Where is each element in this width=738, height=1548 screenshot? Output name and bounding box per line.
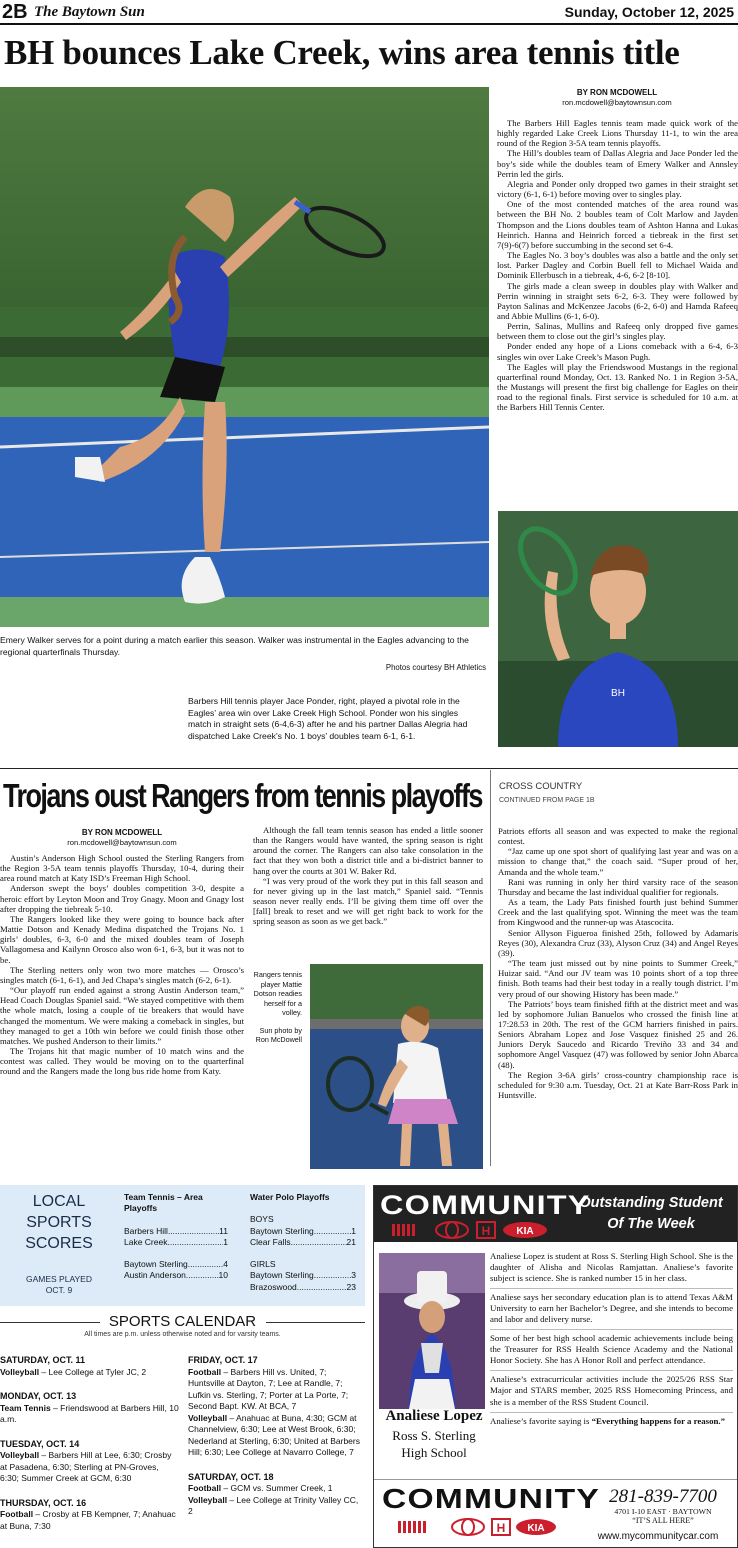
- day-heading: FRIDAY, OCT. 17: [188, 1355, 258, 1365]
- main-photo-credit: Photos courtesy BH Athletics: [385, 663, 486, 672]
- local-scores-title: [0, 1191, 118, 1254]
- sports-calendar-title: SPORTS CALENDAR: [108, 1313, 257, 1330]
- day-heading: SATURDAY, OCT. 11: [0, 1355, 86, 1365]
- calendar-day: [0, 1498, 180, 1533]
- paragraph: Anderson swept the boys’ doubles competition 3-0, despite a heroic effort by Leyton Moon and Troy Gnagy. Moon and Gnagy lost after dropping the tiebreak 5-10.: [0, 883, 244, 914]
- calendar-entry: Football – Crosby at FB Kempner, 7; Anahuac at Buna, 7:30: [0, 1509, 176, 1531]
- trojans-column-1: [0, 853, 244, 1076]
- score-heading: Water Polo Playoffs: [250, 1192, 330, 1202]
- paragraph: The Patriots’ boys team finished fifth at the district meet and was led by sophomore Julian Banuelos who crossed the finish line at 17:28.53 in 20th. The rest of the GCM harriers finished in pairs. Seniors Abraham Lopez and Jose Vasquez finished 25 and 26. Juniors Deryk Saucedo and Ricardo Treviño 33 and 34 and sophomore Angel Vasquez (47) was followed by senior John Abarca (48).: [498, 998, 738, 1070]
- paragraph: The Eagles No. 3 boy’s doubles was also a battle and the only set lost. Parker Dagley and Corbin Buell fell to Michael Waida and Dominik Ellerbusch in a tiebreak, 4-6, 6-2 [8-10].: [497, 250, 738, 281]
- day-heading: THURSDAY, OCT. 16: [0, 1497, 87, 1508]
- paragraph: Rani was running in only her third varsity race of the season Thursday and became the last individual qualifier for regionals.: [498, 876, 738, 897]
- ad-rule: [374, 1479, 737, 1480]
- girls-label: GIRLS: [250, 1259, 276, 1270]
- caption-text: Rangers tennis player Mattie Dotson readies herself for a volley.: [253, 970, 302, 1017]
- paragraph: “I was very proud of the work they put in this fall season and for never giving up in the last match,” Spaniel said. “Tennis season never really ends. I’ll be giving them time off over the [fall] break to reset and we will get right back to work for the spring season as soon as we get back.”: [253, 875, 483, 927]
- calendar-entry: Football – Barbers Hill vs. United, 7; Huntsville at Dayton, 7; Lee at Randle, 7; Lufkin vs. Sterling, 7; Porter at La Porte, 7; Second Bapt. KW. At BCA, 7: [188, 1366, 349, 1411]
- paragraph: Analiese says her secondary education plan is to attend Texas A&M University to earn her Bachelor’s Degree, and she intends to become and labor and delivery nurse.: [490, 1292, 733, 1325]
- paragraph: “The team just missed out by nine points to Summer Creek,” Huizar said. “And our JV team was 10 points short of a top three finish. Both teams had their best today in a really tough district. I’m very proud of our showing History has been made.”: [498, 958, 738, 999]
- dealer-phone[interactable]: 281-839-7700: [609, 1486, 717, 1507]
- calendar-entry: Volleyball – Barbers Hill at Lee, 6:30; Crosby at Pasadena, 6:30; Sterling at PN-Groves, 6:30; Summer Creek at GCM, 6:30: [0, 1450, 172, 1483]
- title-line: LOCAL: [32, 1193, 86, 1210]
- day-heading: MONDAY, OCT. 13: [0, 1391, 77, 1401]
- section-rule: [0, 768, 738, 769]
- header-rule: [0, 23, 738, 25]
- calendar-note: All times are p.m. unless otherwise noted and for varsity teams.: [84, 1331, 281, 1338]
- calendar-entry: Team Tennis – Friendswood at Barbers Hill, 10 a.m.: [0, 1402, 179, 1424]
- car-brand-logos-icon: [392, 1221, 552, 1239]
- svg-text:BH: BH: [611, 688, 625, 699]
- cross-country-label: CROSS COUNTRY: [499, 781, 583, 792]
- calendar-left-column: [0, 1355, 180, 1545]
- paragraph: Senior Allyson Figueroa finished 25th, followed by Adamaris Reyes (30), Alexandra Cruz (33), Alyson Cruz (34) and Angel Reyes (39).: [498, 927, 738, 958]
- headline-line: Of The Week: [607, 1216, 695, 1232]
- mattie-dotson-photo: [310, 964, 483, 1169]
- main-headline: BH bounces Lake Creek, wins area tennis title: [4, 33, 680, 72]
- student-school: [376, 1427, 492, 1461]
- community-logo-footer: COMMUNITY: [382, 1483, 600, 1514]
- trojans-byline: BY RON MCDOWELL: [81, 828, 163, 837]
- day-heading: TUESDAY, OCT. 14: [0, 1438, 80, 1449]
- paragraph: The Eagles will play the Friendswood Mustangs in the regional quarterfinal round Monday, Oct. 13. Ranked No. 1 in Region 3-5A, the Mustangs will present the first big challenge for Eagles on their road to the regional finals. First service is scheduled for 10 a.m. at the Barbers Hill Tennis Center.: [497, 361, 738, 413]
- paragraph: Analiese’s extracurricular activities include the 2025/26 RSS Star Major and STARS member, 2025 RSS Homecoming Princess, and she is a member of the RSS Student Council.: [490, 1374, 733, 1407]
- calendar-day: [188, 1355, 365, 1459]
- svg-text:H: H: [496, 1521, 506, 1535]
- paragraph: The Region 3-6A girls’ cross-country championship race is scheduled for 9:30 a.m. Tuesday, Oct. 21 at Kate Barr-Ross Park in Huntsville.: [498, 1069, 738, 1101]
- paragraph: The Barbers Hill Eagles tennis team made quick work of the highly regarded Lake Creek Lions Thursday 11-1, to win the area round of the Region 3-5A team tennis playoffs.: [497, 118, 738, 149]
- paragraph: “Jaz came up one spot short of qualifying last year and was on a mission to change that,” the coach said. “Super proud of her, Amanda and the whole team.”: [498, 846, 738, 877]
- community-logo: COMMUNITY: [380, 1190, 591, 1220]
- paragraph: Alegria and Ponder only dropped two games in their straight set victory (6-1, 6-1) before moving over to singles play.: [497, 178, 738, 200]
- title-line: SCORES: [25, 1235, 93, 1252]
- water-polo-scores: [250, 1192, 356, 1293]
- trojans-byline-email[interactable]: ron.mcdowell@baytownsun.com: [67, 838, 177, 847]
- played-date: OCT. 9: [45, 1285, 73, 1295]
- paragraph: Ponder ended any hope of a Lions comeback with a 6-4, 6-3 singles win over Lake Creek’s Mason Pugh.: [497, 341, 738, 362]
- outstanding-student-headline: [566, 1193, 736, 1235]
- continued-label: CONTINUED FROM PAGE 1B: [499, 797, 595, 804]
- score-row: Clear Falls ..... 21: [250, 1237, 356, 1248]
- column-rule: [490, 770, 491, 1166]
- calendar-entry: Football – GCM vs. Summer Creek, 1: [188, 1483, 333, 1493]
- calendar-day: [0, 1391, 180, 1426]
- svg-text:H: H: [481, 1224, 491, 1238]
- paragraph: As a team, the Lady Pats finished fourth just behind Summer Creek and the last qualifying spot. Winning the meet was the team from Kingwood and the runner-up was Atascocita.: [498, 897, 738, 928]
- score-row: Baytown Sterling ..... 4: [124, 1259, 228, 1270]
- jace-ponder-photo: [498, 511, 738, 747]
- student-photo: [379, 1253, 485, 1409]
- score-row: Austin Anderson ..... 10: [124, 1270, 228, 1281]
- team-tennis-scores: [124, 1192, 228, 1282]
- paragraph: One of the most contended matches of the area round was between the BH No. 2 boubles team of Colt Marlow and Jayden Thompson and the Lions doubles team of Ashton Hanna and Lukas Heinrich. Hanna and Heinrich forced a tiebreak in the first set 7(9)-6(7) before succumbing in the second set 6-4.: [497, 199, 738, 250]
- ponder-photo-caption: Barbers Hill tennis player Jace Ponder, right, played a pivotal role in the Eagles’ area win over Lake Creek High School. Ponder won his singles match in straight sets (6-4,6-3) after he and his partner Dallas Alegria had dispatched Lake Creek’s No. 1 boys’ doubles team 6-1, 6-1.: [188, 696, 468, 741]
- student-name: Analiese Lopez: [385, 1408, 483, 1424]
- paragraph: The Trojans hit that magic number of 10 match wins and the contest was called. They would be moving on to the quarterfinal round and the Rangers made the long bus ride home from Katy.: [0, 1045, 244, 1077]
- score-row: Brazoswood ..... 23: [250, 1282, 356, 1293]
- trojans-photo-caption: [250, 970, 302, 1045]
- main-photo-caption: Emery Walker serves for a point during a match earlier this season. Walker was instrumental in the Eagles advancing to the regional quarterfinals Thursday.: [0, 635, 469, 657]
- cross-country-body: [498, 826, 738, 1100]
- newspaper-name: The Baytown Sun: [34, 4, 145, 20]
- calendar-day: [188, 1472, 365, 1518]
- dealer-address: 4701 I-10 EAST · BAYTOWN: [614, 1507, 712, 1516]
- score-row: Barbers Hill ..... 11: [124, 1226, 228, 1237]
- paragraph: Analiese Lopez is student at Ross S. Sterling High School. She is the daughter of Alisha and Nicolas Ramjattan. Analiese’s favorite subject is science. She is ranked number 15 in her class.: [490, 1251, 733, 1284]
- calendar-entry: Volleyball – Anahuac at Buna, 4:30; GCM at Channelview, 6:30; Lee at West Brook, 6:30; Nederland at Sterling, 6:30; United at Barbers Hill; 6:30; Lee College at Navarro College, 7: [188, 1412, 360, 1457]
- paragraph: Analiese’s favorite saying is “Everything happens for a reason.”: [490, 1415, 725, 1426]
- trojans-headline: Trojans oust Rangers from tennis playoffs: [3, 777, 482, 814]
- games-played-date: [0, 1274, 118, 1296]
- calendar-right-column: [188, 1355, 365, 1531]
- paragraph: Some of her best high school academic achievements include being the Treasurer for RSS Health Science Academy and the National Honor Society. She has A Honor Roll and perfect attendance.: [490, 1333, 733, 1366]
- trojans-column-2: [253, 825, 483, 927]
- car-brand-logos-icon: [398, 1518, 558, 1536]
- student-bio: [490, 1251, 733, 1431]
- paragraph: The Rangers looked like they were going to bounce back after Mattie Dotson and Kenady Medina dispatched the Trojans No. 1 girls’ doubles, 6-3, 6-0 and the mixed doubles team of Joseph Vallagomesa and Kailynn Orosco also won 6-1, 6-3, but it was not to be.: [0, 913, 244, 965]
- paragraph: The Sterling netters only won two more matches — Orosco’s singles match (6-1, 6-1), and Jed Chapa’s singles match (6-2, 6-1).: [0, 964, 244, 985]
- paragraph: “Our playoff run ended against a strong Austin Anderson team,” Head Coach Douglas Spaniel said. “We stayed competitive with them the whole match, losing a couple of tie breakers that would have changed the momentum. We were making a comeback in singles, but they managed to get a 10th win before we could finish those other matches. We pushed Anderson to their limits.”: [0, 985, 244, 1046]
- page-number: 2B: [2, 1, 28, 23]
- calendar-entry: Volleyball – Lee College at Trinity Valley CC, 2: [188, 1494, 359, 1516]
- score-row: Baytown Sterling ..... 1: [250, 1226, 356, 1237]
- caption-credit: Sun photo by Ron McDowell: [255, 1025, 302, 1044]
- boys-label: BOYS: [250, 1214, 274, 1225]
- score-heading: Team Tennis – Area Playoffs: [124, 1192, 203, 1214]
- paragraph: Patriots efforts all season and was expected to make the regional contest.: [498, 826, 738, 847]
- tennis-serve-photo: [0, 87, 489, 627]
- calendar-entry: Volleyball – Lee College at Tyler JC, 2: [0, 1366, 147, 1377]
- svg-text:KIA: KIA: [527, 1523, 545, 1534]
- paragraph: The Hill’s doubles team of Dallas Alegria and Jace Ponder led the boy’s side while the doubles team of Emery Walker and Annsley Perrin led the girls.: [497, 148, 738, 179]
- dealer-website-link[interactable]: www.mycommunitycar.com: [597, 1531, 719, 1542]
- school-line: High School: [401, 1445, 467, 1460]
- title-line: SPORTS: [26, 1214, 92, 1231]
- calendar-day: [0, 1439, 180, 1485]
- paragraph: The girls made a clean sweep in doubles play with Walker and Perrin winning in straight sets 6-2, 6-3. They were followed by Payton Salinas and McKenzee Jacobs (6-2, 6-0) and Hamda Rafeeq and Abbie Mullins (6-1, 6-0).: [497, 280, 738, 321]
- calendar-day: [0, 1355, 180, 1378]
- score-row: Baytown Sterling ..... 3: [250, 1270, 356, 1281]
- headline-line: Outstanding Student: [579, 1195, 723, 1211]
- main-byline-email[interactable]: ron.mcdowell@baytownsun.com: [562, 98, 672, 107]
- svg-text:KIA: KIA: [516, 1226, 534, 1237]
- day-heading: SATURDAY, OCT. 18: [188, 1471, 274, 1482]
- school-line: Ross S. Sterling: [392, 1428, 476, 1443]
- issue-date: Sunday, October 12, 2025: [564, 4, 734, 20]
- main-byline: BY RON MCDOWELL: [576, 88, 658, 97]
- played-label: GAMES PLAYED: [26, 1274, 92, 1284]
- paragraph: Although the fall team tennis season has ended a little sooner than the Rangers would have wanted, the spring season is right around the corner. The Rangers can also take consolation in the fact that they won both a district title and a bi-district banner to hang over the courts at 301 W. Baker Rd.: [253, 825, 483, 876]
- dealer-slogan: “IT’S ALL HERE”: [632, 1516, 694, 1525]
- main-article-body: [497, 118, 738, 413]
- paragraph: Austin’s Anderson High School ousted the Sterling Rangers from the Region 3-5A team tennis playoffs Thursday, 10-4, during their area round match at Katy ISD’s Freeman High School.: [0, 853, 244, 884]
- score-row: Lake Creek ..... 1: [124, 1237, 228, 1248]
- paragraph: Perrin, Salinas, Mullins and Rafeeq only dropped five games between them to close out the girl’s singles play.: [497, 321, 738, 342]
